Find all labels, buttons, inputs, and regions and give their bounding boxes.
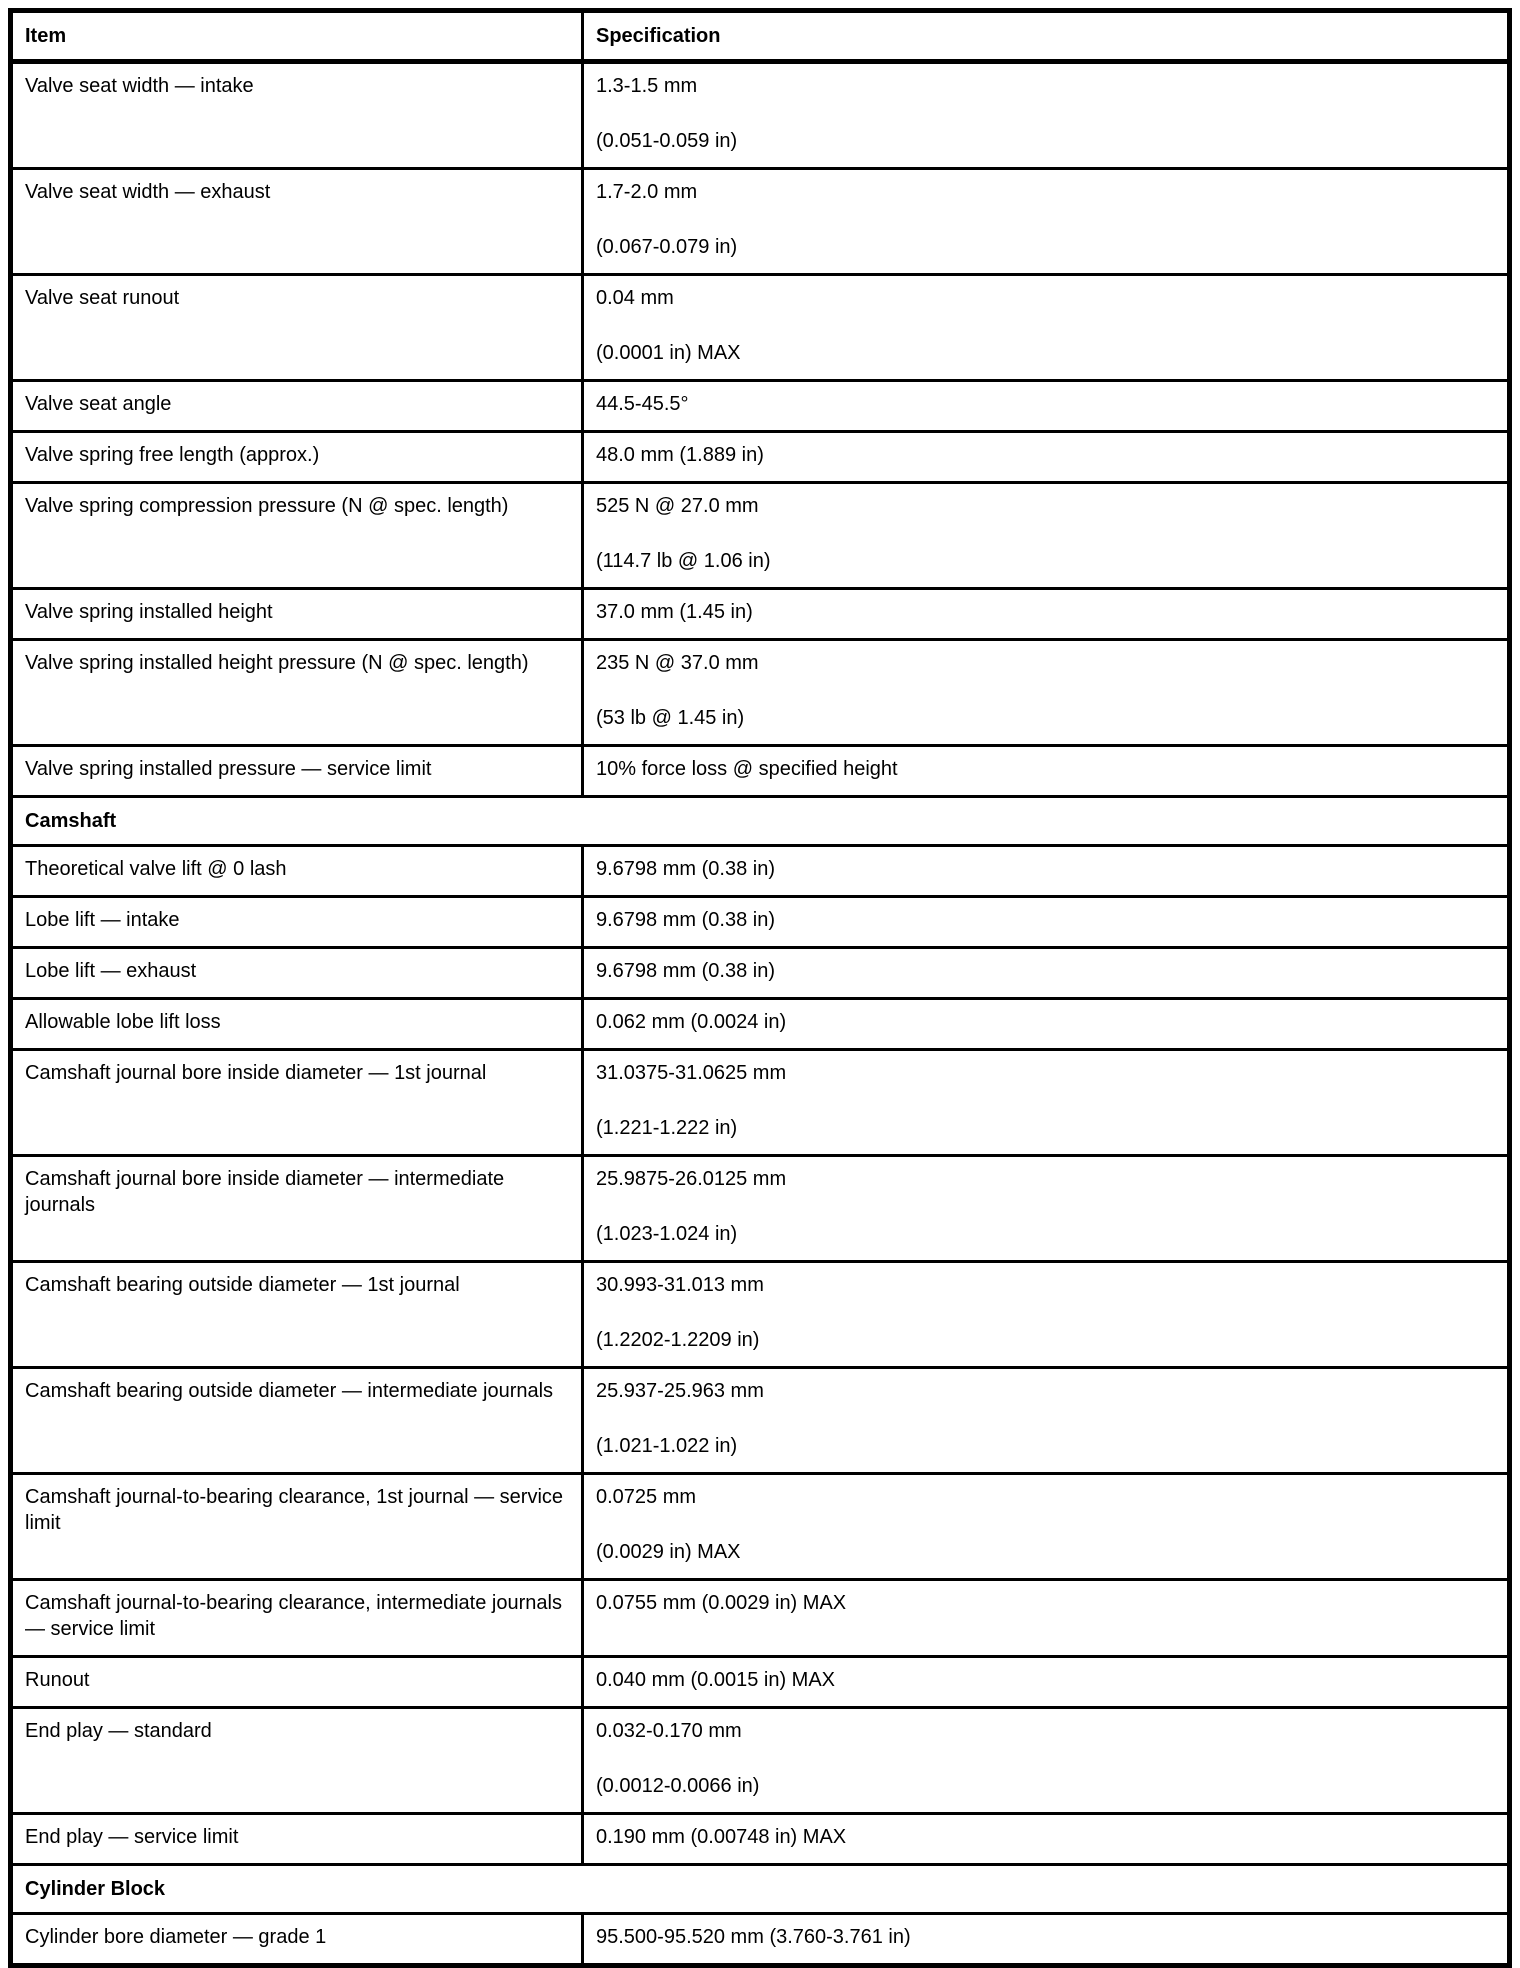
item-cell (11, 589, 583, 640)
item-cell (11, 1580, 583, 1657)
spec-cell (583, 948, 1510, 999)
item-cell (11, 1474, 583, 1580)
spec-text: (1.2202-1.2209 in) (596, 1329, 760, 1351)
section-row (11, 1865, 1510, 1914)
item-cell (11, 1050, 583, 1156)
item-text: Camshaft bearing outside diameter — intermediate journals (25, 1380, 554, 1402)
item-cell (11, 169, 583, 275)
spec-cell (583, 846, 1510, 897)
table-row (11, 999, 1510, 1050)
spec-text: (114.7 lb @ 1.06 in) (596, 550, 771, 572)
spec-cell (583, 1914, 1510, 1966)
section-header: Camshaft (11, 797, 1510, 846)
item-text: Valve spring installed height pressure (N @ spec. length) (25, 652, 529, 674)
spec-text: 9.6798 mm (0.38 in) (596, 858, 775, 880)
item-cell (11, 432, 583, 483)
spec-text: 0.062 mm (0.0024 in) (596, 1011, 787, 1033)
spec-cell (583, 432, 1510, 483)
spec-cell (583, 1262, 1510, 1368)
item-text: Camshaft journal-to-bearing clearance, intermediate journals — service limit (25, 1592, 562, 1640)
item-text: Theoretical valve lift @ 0 lash (25, 858, 287, 880)
item-text: Valve spring free length (approx.) (25, 444, 320, 466)
item-text: Camshaft journal-to-bearing clearance, 1st journal — service limit (25, 1486, 564, 1534)
table-row (11, 381, 1510, 432)
table-row (11, 948, 1510, 999)
spec-text: 1.7-2.0 mm (596, 181, 698, 203)
spec-cell (583, 169, 1510, 275)
spec-text: (1.221-1.222 in) (596, 1117, 738, 1139)
spec-text: (0.067-0.079 in) (596, 236, 738, 258)
table-row (11, 1050, 1510, 1156)
table-row (11, 275, 1510, 381)
spec-cell (583, 1580, 1510, 1657)
item-text: Lobe lift — exhaust (25, 960, 197, 982)
item-cell (11, 746, 583, 797)
table-header-row (11, 11, 1510, 62)
spec-cell (583, 1474, 1510, 1580)
spec-text: 44.5-45.5° (596, 393, 689, 415)
item-cell (11, 1156, 583, 1262)
item-cell (11, 640, 583, 746)
item-text: Runout (25, 1669, 90, 1691)
spec-cell (583, 1657, 1510, 1708)
item-text: Valve seat width — exhaust (25, 181, 271, 203)
spec-text: (0.0012-0.0066 in) (596, 1775, 760, 1797)
table-row (11, 1657, 1510, 1708)
spec-cell (583, 999, 1510, 1050)
spec-text: 525 N @ 27.0 mm (596, 495, 759, 517)
spec-cell (583, 62, 1510, 169)
item-text: End play — standard (25, 1720, 212, 1742)
item-cell (11, 1368, 583, 1474)
spec-text: 0.040 mm (0.0015 in) MAX (596, 1669, 835, 1691)
spec-cell (583, 589, 1510, 640)
spec-cell (583, 897, 1510, 948)
item-cell (11, 999, 583, 1050)
item-cell (11, 275, 583, 381)
spec-text: 1.3-1.5 mm (596, 75, 698, 97)
table-row (11, 1814, 1510, 1865)
item-text: Camshaft bearing outside diameter — 1st journal (25, 1274, 460, 1296)
item-text: Lobe lift — intake (25, 909, 180, 931)
item-cell (11, 1262, 583, 1368)
spec-text: 25.937-25.963 mm (596, 1380, 764, 1402)
spec-cell (583, 381, 1510, 432)
spec-text: (1.021-1.022 in) (596, 1435, 738, 1457)
spec-text: 235 N @ 37.0 mm (596, 652, 759, 674)
table-row (11, 62, 1510, 169)
item-cell (11, 1657, 583, 1708)
item-text: End play — service limit (25, 1826, 239, 1848)
item-text: Allowable lobe lift loss (25, 1011, 221, 1033)
spec-text: 0.190 mm (0.00748 in) MAX (596, 1826, 847, 1848)
item-cell (11, 1814, 583, 1865)
item-cell (11, 483, 583, 589)
item-text: Valve spring compression pressure (N @ spec. length) (25, 495, 509, 517)
table-row (11, 897, 1510, 948)
item-text: Valve seat runout (25, 287, 180, 309)
item-text: Cylinder bore diameter — grade 1 (25, 1926, 327, 1948)
spec-cell (583, 640, 1510, 746)
table-row (11, 846, 1510, 897)
table-row (11, 1474, 1510, 1580)
item-text: Valve spring installed height (25, 601, 273, 623)
spec-text: (1.023-1.024 in) (596, 1223, 738, 1245)
spec-text: 0.0755 mm (0.0029 in) MAX (596, 1592, 847, 1614)
spec-text: (0.0029 in) MAX (596, 1541, 741, 1563)
spec-text: 0.032-0.170 mm (596, 1720, 742, 1742)
item-text: Valve seat width — intake (25, 75, 254, 97)
item-cell (11, 1708, 583, 1814)
table-row (11, 589, 1510, 640)
item-cell (11, 897, 583, 948)
table-row (11, 1368, 1510, 1474)
item-cell (11, 381, 583, 432)
section-row (11, 797, 1510, 846)
spec-text: 9.6798 mm (0.38 in) (596, 960, 775, 982)
spec-cell (583, 1814, 1510, 1865)
table-row (11, 746, 1510, 797)
spec-text: 30.993-31.013 mm (596, 1274, 764, 1296)
spec-text: 37.0 mm (1.45 in) (596, 601, 753, 623)
item-text: Camshaft journal bore inside diameter — 1st journal (25, 1062, 487, 1084)
item-cell (11, 62, 583, 169)
spec-text: (0.051-0.059 in) (596, 130, 738, 152)
spec-cell (583, 483, 1510, 589)
table-row (11, 432, 1510, 483)
table-row (11, 1708, 1510, 1814)
table-row (11, 1580, 1510, 1657)
table-row (11, 1262, 1510, 1368)
spec-text: 9.6798 mm (0.38 in) (596, 909, 775, 931)
spec-text: 31.0375-31.0625 mm (596, 1062, 787, 1084)
spec-cell (583, 746, 1510, 797)
spec-cell (583, 1708, 1510, 1814)
item-text: Camshaft journal bore inside diameter — intermediate journals (25, 1168, 505, 1216)
item-text: Valve seat angle (25, 393, 172, 415)
specification-table (8, 8, 1512, 1968)
spec-text: 0.0725 mm (596, 1486, 697, 1508)
spec-cell (583, 1368, 1510, 1474)
item-cell (11, 846, 583, 897)
item-cell (11, 948, 583, 999)
spec-text: (53 lb @ 1.45 in) (596, 707, 745, 729)
spec-text: 25.9875-26.0125 mm (596, 1168, 787, 1190)
spec-text: 0.04 mm (596, 287, 674, 309)
table-row (11, 169, 1510, 275)
spec-text: 48.0 mm (1.889 in) (596, 444, 764, 466)
column-header-spec: Specification (583, 11, 1510, 62)
spec-cell (583, 275, 1510, 381)
column-header-item: Item (11, 11, 583, 62)
section-header: Cylinder Block (11, 1865, 1510, 1914)
table-row (11, 1914, 1510, 1966)
spec-cell (583, 1050, 1510, 1156)
table-row (11, 640, 1510, 746)
item-cell (11, 1914, 583, 1966)
table-row (11, 483, 1510, 589)
spec-cell (583, 1156, 1510, 1262)
item-text: Valve spring installed pressure — service limit (25, 758, 432, 780)
spec-text: 10% force loss @ specified height (596, 758, 898, 780)
spec-text: 95.500-95.520 mm (3.760-3.761 in) (596, 1926, 911, 1948)
spec-text: (0.0001 in) MAX (596, 342, 741, 364)
table-row (11, 1156, 1510, 1262)
